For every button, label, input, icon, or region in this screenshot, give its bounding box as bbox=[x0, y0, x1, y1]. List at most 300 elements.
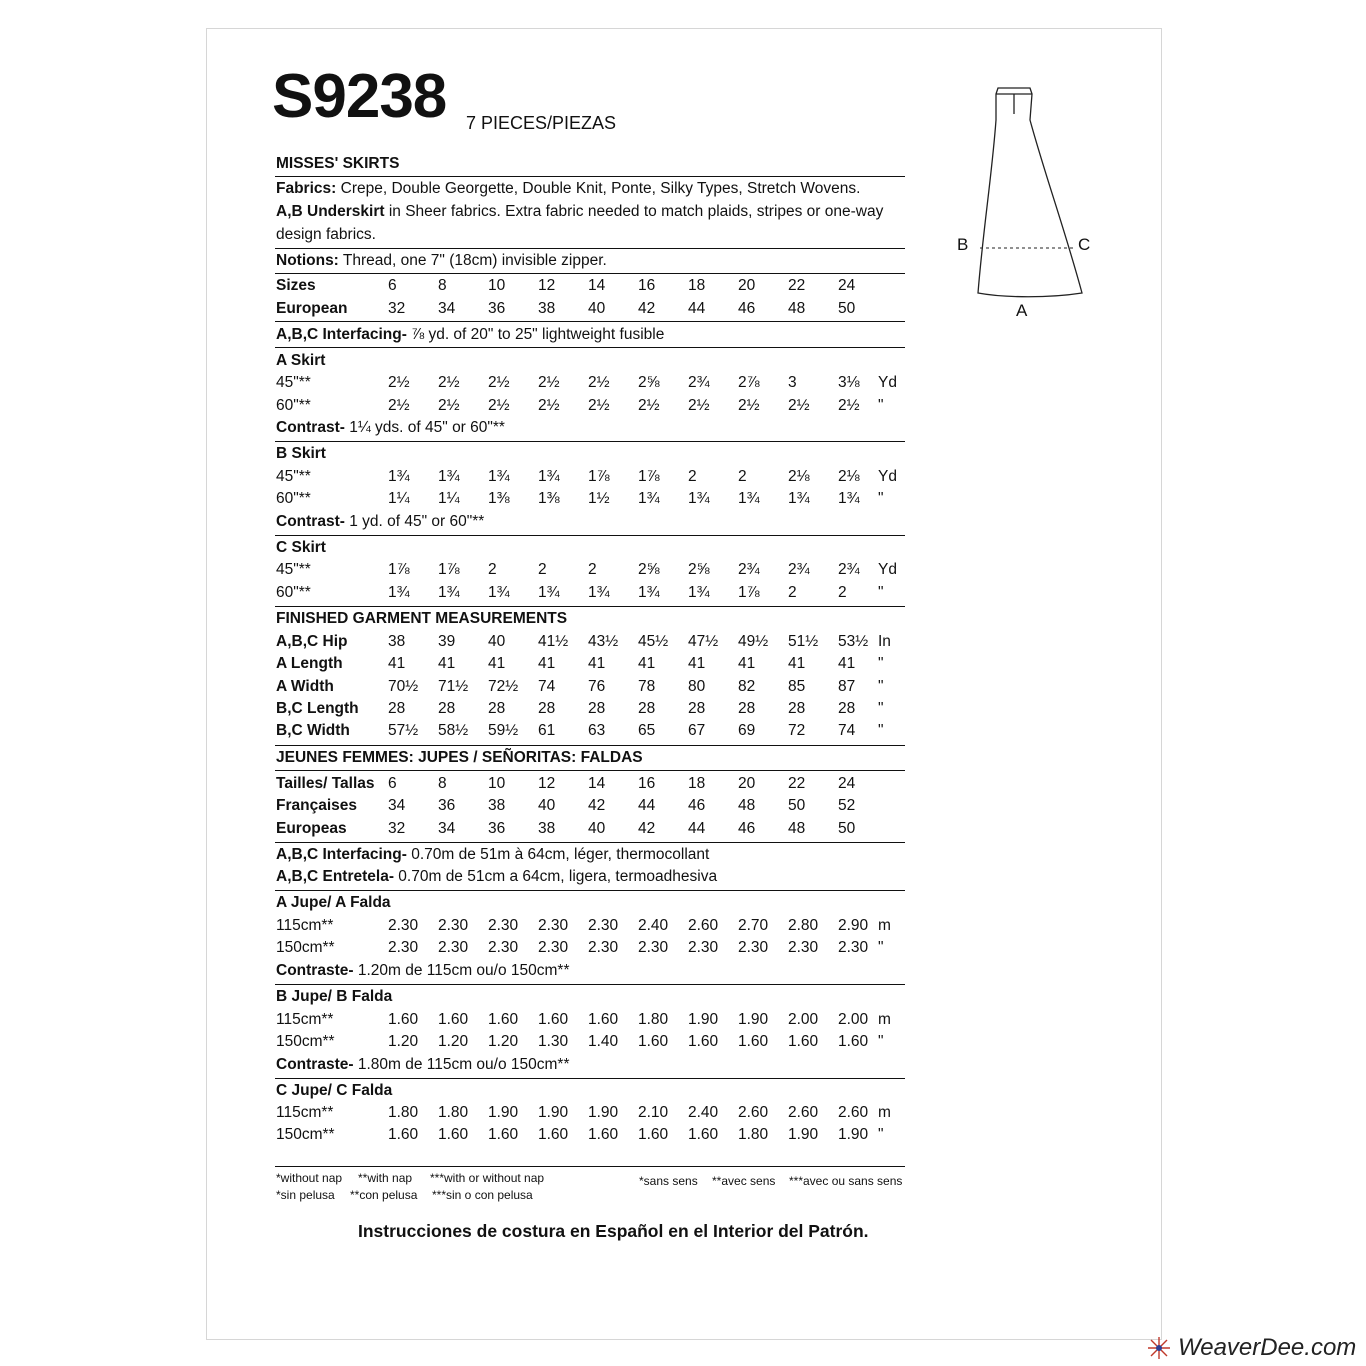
bc-length-row: B,C Length 28 28 28 28 28 28 28 28 28 28 " bbox=[276, 700, 884, 717]
notions-line: Notions: Thread, one 7" (18cm) invisible zipper. bbox=[276, 252, 607, 269]
table-cell: 1.60 bbox=[588, 1011, 619, 1028]
table-cell: 71½ bbox=[438, 678, 469, 695]
table-cell: 2½ bbox=[438, 397, 460, 414]
table-cell: 1¾ bbox=[538, 584, 560, 601]
table-cell: 1⅜ bbox=[538, 490, 560, 507]
table-cell: 36 bbox=[488, 300, 506, 317]
table-cell: 2⅝ bbox=[638, 561, 660, 578]
table-cell: 2.00 bbox=[838, 1011, 869, 1028]
table-cell: 80 bbox=[688, 678, 706, 695]
view-label-a: A bbox=[1016, 301, 1028, 320]
table-cell: 57½ bbox=[388, 722, 419, 739]
table-cell: 1¾ bbox=[538, 468, 560, 485]
table-cell: 28 bbox=[488, 700, 506, 717]
footnote-with-or-without-nap: ***with or without nap bbox=[430, 1171, 545, 1185]
table-cell: 41 bbox=[588, 655, 606, 672]
table-cell: 2¾ bbox=[738, 561, 760, 578]
table-cell: 22 bbox=[788, 775, 806, 792]
table-cell: 28 bbox=[688, 700, 706, 717]
a-skirt-contrast: Contrast- 1¼ yds. of 45" or 60"** bbox=[276, 419, 505, 436]
unit-cell: m bbox=[878, 917, 891, 934]
table-cell: 74 bbox=[538, 678, 556, 695]
table-cell: 52 bbox=[838, 797, 856, 814]
footnote-con-pelusa: **con pelusa bbox=[350, 1188, 418, 1202]
table-cell: 2.30 bbox=[488, 939, 519, 956]
table-cell: 1.90 bbox=[538, 1104, 569, 1121]
a-jupe-150-row: 150cm** 2.30 2.30 2.30 2.30 2.30 2.30 2.30 2.30 2.30 2.30 " bbox=[276, 939, 884, 956]
table-cell: 1.60 bbox=[538, 1126, 569, 1143]
table-cell: 87 bbox=[838, 678, 856, 695]
table-cell: 2 bbox=[588, 561, 597, 578]
table-cell: 38 bbox=[538, 820, 556, 837]
unit-cell: " bbox=[878, 584, 884, 601]
francaises-row: Françaises 34 36 38 40 42 44 46 48 50 52 bbox=[276, 797, 856, 814]
table-cell: 2½ bbox=[588, 374, 610, 391]
table-cell: 2.40 bbox=[638, 917, 669, 934]
finished-measurements-title: FINISHED GARMENT MEASUREMENTS bbox=[276, 610, 568, 627]
table-cell: 41 bbox=[838, 655, 856, 672]
unit-cell: Yd bbox=[878, 374, 897, 391]
table-cell: 2.80 bbox=[788, 917, 819, 934]
table-cell: 1⅞ bbox=[738, 584, 760, 601]
table-cell: 1.80 bbox=[738, 1126, 769, 1143]
table-cell: 1.20 bbox=[488, 1033, 519, 1050]
table-cell: 38 bbox=[388, 633, 406, 650]
table-cell: 1¾ bbox=[688, 584, 710, 601]
table-cell: 1.60 bbox=[488, 1011, 519, 1028]
table-cell: 1.60 bbox=[838, 1033, 869, 1050]
table-cell: 69 bbox=[738, 722, 756, 739]
table-cell: 2¾ bbox=[788, 561, 810, 578]
table-cell: 8 bbox=[438, 775, 447, 792]
table-cell: 50 bbox=[838, 300, 856, 317]
table-cell: 2 bbox=[688, 468, 697, 485]
table-cell: 2.30 bbox=[388, 917, 419, 934]
table-cell: 70½ bbox=[388, 678, 419, 695]
table-cell: 50 bbox=[838, 820, 856, 837]
table-cell: 2½ bbox=[488, 397, 510, 414]
table-cell: 40 bbox=[588, 820, 606, 837]
table-cell: 46 bbox=[738, 820, 756, 837]
table-cell: 43½ bbox=[588, 633, 619, 650]
footnote-without-nap: *without nap bbox=[276, 1171, 343, 1185]
table-cell: 2½ bbox=[588, 397, 610, 414]
table-cell: 2.30 bbox=[588, 917, 619, 934]
footnote-avec-ou-sans-sens: ***avec ou sans sens bbox=[789, 1174, 903, 1188]
unit-cell: " bbox=[878, 490, 884, 507]
footnote-avec-sens: **avec sens bbox=[712, 1174, 776, 1188]
sizes-row: Sizes 6 8 10 12 14 16 18 20 22 24 bbox=[276, 277, 856, 294]
table-cell: 22 bbox=[788, 277, 806, 294]
table-cell: 1.30 bbox=[538, 1033, 569, 1050]
table-cell: 1¾ bbox=[438, 468, 460, 485]
divider bbox=[275, 606, 905, 607]
view-label-c: C bbox=[1078, 235, 1091, 254]
unit-cell: " bbox=[878, 397, 884, 414]
table-cell: 1¾ bbox=[738, 490, 760, 507]
unit-cell: " bbox=[878, 655, 884, 672]
divider bbox=[275, 176, 905, 177]
table-cell: 28 bbox=[788, 700, 806, 717]
table-cell: 1.60 bbox=[738, 1033, 769, 1050]
table-cell: 2½ bbox=[788, 397, 810, 414]
table-cell: 20 bbox=[738, 277, 756, 294]
hip-row: A,B,C Hip 38 39 40 41½ 43½ 45½ 47½ 49½ 51½ 53½ In bbox=[276, 633, 891, 650]
table-cell: 1.60 bbox=[538, 1011, 569, 1028]
table-cell: 72½ bbox=[488, 678, 519, 695]
pattern-code: S9238 bbox=[272, 62, 447, 131]
table-cell: 1.90 bbox=[688, 1011, 719, 1028]
divider bbox=[275, 984, 905, 985]
table-cell: 2½ bbox=[388, 374, 410, 391]
table-cell: 41 bbox=[738, 655, 756, 672]
table-cell: 2.60 bbox=[788, 1104, 819, 1121]
table-cell: 2½ bbox=[838, 397, 860, 414]
b-skirt-contrast: Contrast- 1 yd. of 45" or 60"** bbox=[276, 513, 485, 530]
table-cell: 2⅝ bbox=[638, 374, 660, 391]
table-cell: 28 bbox=[588, 700, 606, 717]
table-cell: 1¾ bbox=[438, 584, 460, 601]
table-cell: 28 bbox=[838, 700, 856, 717]
table-cell: 20 bbox=[738, 775, 756, 792]
unit-cell: Yd bbox=[878, 468, 897, 485]
table-cell: 48 bbox=[788, 820, 806, 837]
table-cell: 46 bbox=[738, 300, 756, 317]
c-skirt-45-row: 45"** 1⅞ 1⅞ 2 2 2 2⅝ 2⅝ 2¾ 2¾ 2¾ Yd bbox=[276, 561, 897, 578]
table-cell: 51½ bbox=[788, 633, 819, 650]
table-cell: 59½ bbox=[488, 722, 519, 739]
table-cell: 28 bbox=[438, 700, 456, 717]
table-cell: 1⅞ bbox=[388, 561, 410, 578]
c-skirt-60-row: 60"** 1¾ 1¾ 1¾ 1¾ 1¾ 1¾ 1¾ 1⅞ 2 2 " bbox=[276, 584, 884, 601]
table-cell: 1.90 bbox=[488, 1104, 519, 1121]
table-cell: 44 bbox=[638, 797, 656, 814]
table-cell: 2.30 bbox=[538, 917, 569, 934]
table-cell: 2¾ bbox=[838, 561, 860, 578]
table-cell: 6 bbox=[388, 775, 397, 792]
a-skirt-45-row: 45"** 2½ 2½ 2½ 2½ 2½ 2⅝ 2¾ 2⅞ 3 3⅛ Yd bbox=[276, 374, 897, 391]
tailles-row: Tailles/ Tallas 6 8 10 12 14 16 18 20 22 24 bbox=[276, 775, 856, 792]
table-cell: 2 bbox=[738, 468, 747, 485]
table-cell: 2.60 bbox=[738, 1104, 769, 1121]
table-cell: 10 bbox=[488, 775, 506, 792]
table-cell: 32 bbox=[388, 300, 406, 317]
divider bbox=[275, 1166, 905, 1167]
table-cell: 1¾ bbox=[488, 584, 510, 601]
table-cell: 65 bbox=[638, 722, 656, 739]
table-cell: 42 bbox=[588, 797, 606, 814]
table-cell: 2.60 bbox=[838, 1104, 869, 1121]
fabrics-line: Fabrics: Crepe, Double Georgette, Double Knit, Ponte, Silky Types, Stretch Wovens. bbox=[276, 180, 861, 197]
unit-cell: " bbox=[878, 1126, 884, 1143]
table-cell: 1⅞ bbox=[588, 468, 610, 485]
table-cell: 2.30 bbox=[638, 939, 669, 956]
table-cell: 41 bbox=[788, 655, 806, 672]
table-cell: 1.80 bbox=[438, 1104, 469, 1121]
table-cell: 2.30 bbox=[538, 939, 569, 956]
table-cell: 74 bbox=[838, 722, 856, 739]
table-cell: 41 bbox=[488, 655, 506, 672]
divider bbox=[275, 535, 905, 536]
table-cell: 2⅛ bbox=[788, 468, 810, 485]
table-cell: 1.90 bbox=[788, 1126, 819, 1143]
unit-cell: m bbox=[878, 1104, 891, 1121]
table-cell: 1.90 bbox=[588, 1104, 619, 1121]
table-cell: 16 bbox=[638, 775, 656, 792]
table-cell: 50 bbox=[788, 797, 806, 814]
table-cell: 1.60 bbox=[688, 1126, 719, 1143]
table-cell: 1.60 bbox=[688, 1033, 719, 1050]
divider bbox=[275, 770, 905, 771]
table-cell: 1.60 bbox=[638, 1126, 669, 1143]
table-cell: 41 bbox=[438, 655, 456, 672]
table-cell: 38 bbox=[538, 300, 556, 317]
unit-cell: " bbox=[878, 678, 884, 695]
view-label-b: B bbox=[957, 235, 969, 254]
table-cell: 3 bbox=[788, 374, 797, 391]
table-cell: 2½ bbox=[488, 374, 510, 391]
european-row: European 32 34 36 38 40 42 44 46 48 50 bbox=[276, 300, 856, 317]
unit-cell: " bbox=[878, 1033, 884, 1050]
table-cell: 40 bbox=[588, 300, 606, 317]
table-cell: 1.40 bbox=[588, 1033, 619, 1050]
table-cell: 12 bbox=[538, 277, 556, 294]
table-cell: 2 bbox=[788, 584, 797, 601]
footnote-sans-sens: *sans sens bbox=[639, 1174, 698, 1188]
c-skirt-title: C Skirt bbox=[276, 539, 326, 556]
table-cell: 2½ bbox=[538, 374, 560, 391]
underskirt-line-2: design fabrics. bbox=[276, 226, 376, 243]
weaverdee-logo-icon bbox=[1144, 1334, 1174, 1362]
table-cell: 53½ bbox=[838, 633, 869, 650]
table-cell: 1.90 bbox=[738, 1011, 769, 1028]
table-cell: 1¾ bbox=[588, 584, 610, 601]
unit-cell: In bbox=[878, 633, 891, 650]
divider bbox=[275, 273, 905, 274]
table-cell: 1.90 bbox=[838, 1126, 869, 1143]
table-cell: 2⅝ bbox=[688, 561, 710, 578]
table-cell: 1¼ bbox=[388, 490, 410, 507]
table-cell: 28 bbox=[638, 700, 656, 717]
table-cell: 1.60 bbox=[788, 1033, 819, 1050]
divider bbox=[275, 745, 905, 746]
table-cell: 2.40 bbox=[688, 1104, 719, 1121]
entretela-line: A,B,C Entretela- 0.70m de 51cm a 64cm, ligera, termoadhesiva bbox=[276, 868, 718, 885]
footnote-with-nap: **with nap bbox=[358, 1171, 413, 1185]
table-cell: 10 bbox=[488, 277, 506, 294]
table-cell: 61 bbox=[538, 722, 556, 739]
table-cell: 34 bbox=[438, 820, 456, 837]
table-cell: 38 bbox=[488, 797, 506, 814]
skirt-illustration bbox=[950, 80, 1100, 320]
interfacing-fr-line: A,B,C Interfacing- 0.70m de 51m à 64cm, léger, thermocollant bbox=[276, 846, 710, 863]
b-skirt-60-row: 60"** 1¼ 1¼ 1⅜ 1⅜ 1½ 1¾ 1¾ 1¾ 1¾ 1¾ " bbox=[276, 490, 884, 507]
table-cell: 41½ bbox=[538, 633, 569, 650]
a-skirt-60-row: 60"** 2½ 2½ 2½ 2½ 2½ 2½ 2½ 2½ 2½ 2½ " bbox=[276, 397, 884, 414]
table-cell: 2.30 bbox=[788, 939, 819, 956]
unit-cell: Yd bbox=[878, 561, 897, 578]
europeas-row: Europeas 32 34 36 38 40 42 44 46 48 50 bbox=[276, 820, 856, 837]
table-cell: 2½ bbox=[738, 397, 760, 414]
table-cell: 2.30 bbox=[438, 917, 469, 934]
table-cell: 42 bbox=[638, 820, 656, 837]
table-cell: 36 bbox=[438, 797, 456, 814]
table-cell: 41 bbox=[688, 655, 706, 672]
table-cell: 1.20 bbox=[438, 1033, 469, 1050]
footnote-sin-pelusa: *sin pelusa bbox=[276, 1188, 335, 1202]
table-cell: 78 bbox=[638, 678, 656, 695]
table-cell: 2.10 bbox=[638, 1104, 669, 1121]
section-title-jeunes-femmes: JEUNES FEMMES: JUPES / SEÑORITAS: FALDAS bbox=[276, 749, 643, 766]
table-cell: 2.30 bbox=[838, 939, 869, 956]
table-cell: 40 bbox=[488, 633, 506, 650]
table-cell: 72 bbox=[788, 722, 806, 739]
table-cell: 46 bbox=[688, 797, 706, 814]
table-cell: 63 bbox=[588, 722, 606, 739]
footnote-sin-o-con-pelusa: ***sin o con pelusa bbox=[432, 1188, 533, 1202]
underskirt-line: A,B Underskirt in Sheer fabrics. Extra fabric needed to match plaids, stripes or one-way bbox=[276, 203, 884, 220]
section-title-misses-skirts: MISSES' SKIRTS bbox=[276, 155, 400, 172]
a-jupe-115-row: 115cm** 2.30 2.30 2.30 2.30 2.30 2.40 2.60 2.70 2.80 2.90 m bbox=[276, 917, 891, 934]
unit-cell: " bbox=[878, 939, 884, 956]
c-jupe-title: C Jupe/ C Falda bbox=[276, 1082, 393, 1099]
divider bbox=[275, 347, 905, 348]
table-cell: 44 bbox=[688, 300, 706, 317]
table-cell: 12 bbox=[538, 775, 556, 792]
table-cell: 1.60 bbox=[438, 1011, 469, 1028]
b-jupe-contrast: Contraste- 1.80m de 115cm ou/o 150cm** bbox=[276, 1056, 570, 1073]
table-cell: 3⅛ bbox=[838, 374, 860, 391]
table-cell: 2 bbox=[838, 584, 847, 601]
table-cell: 24 bbox=[838, 277, 856, 294]
table-cell: 32 bbox=[388, 820, 406, 837]
table-cell: 2.30 bbox=[688, 939, 719, 956]
table-cell: 34 bbox=[388, 797, 406, 814]
a-skirt-title: A Skirt bbox=[276, 352, 326, 369]
table-cell: 28 bbox=[738, 700, 756, 717]
c-jupe-115-row: 115cm** 1.80 1.80 1.90 1.90 1.90 2.10 2.40 2.60 2.60 2.60 m bbox=[276, 1104, 891, 1121]
table-cell: 1.60 bbox=[388, 1126, 419, 1143]
a-jupe-title: A Jupe/ A Falda bbox=[276, 894, 391, 911]
table-cell: 42 bbox=[638, 300, 656, 317]
table-cell: 82 bbox=[738, 678, 756, 695]
table-cell: 2.30 bbox=[488, 917, 519, 934]
table-cell: 58½ bbox=[438, 722, 469, 739]
table-cell: 2.30 bbox=[388, 939, 419, 956]
b-jupe-title: B Jupe/ B Falda bbox=[276, 988, 393, 1005]
table-cell: 41 bbox=[538, 655, 556, 672]
table-cell: 2½ bbox=[538, 397, 560, 414]
table-cell: 45½ bbox=[638, 633, 669, 650]
table-cell: 1⅜ bbox=[488, 490, 510, 507]
table-cell: 76 bbox=[588, 678, 606, 695]
table-cell: 1.60 bbox=[638, 1033, 669, 1050]
table-cell: 6 bbox=[388, 277, 397, 294]
table-cell: 1.60 bbox=[388, 1011, 419, 1028]
unit-cell: m bbox=[878, 1011, 891, 1028]
table-cell: 2⅛ bbox=[838, 468, 860, 485]
table-cell: 1.80 bbox=[638, 1011, 669, 1028]
table-cell: 1⅞ bbox=[638, 468, 660, 485]
table-cell: 1¾ bbox=[788, 490, 810, 507]
table-cell: 1¾ bbox=[488, 468, 510, 485]
table-cell: 2 bbox=[488, 561, 497, 578]
b-jupe-115-row: 115cm** 1.60 1.60 1.60 1.60 1.60 1.80 1.90 1.90 2.00 2.00 m bbox=[276, 1011, 891, 1028]
table-cell: 44 bbox=[688, 820, 706, 837]
table-cell: 1¾ bbox=[638, 584, 660, 601]
divider bbox=[275, 248, 905, 249]
divider bbox=[275, 890, 905, 891]
pieces-count: 7 PIECES/PIEZAS bbox=[466, 113, 617, 133]
table-cell: 67 bbox=[688, 722, 706, 739]
table-cell: 40 bbox=[538, 797, 556, 814]
table-cell: 1½ bbox=[588, 490, 610, 507]
table-cell: 1¾ bbox=[388, 584, 410, 601]
table-cell: 2.70 bbox=[738, 917, 769, 934]
table-cell: 1¾ bbox=[838, 490, 860, 507]
table-cell: 1¾ bbox=[388, 468, 410, 485]
divider bbox=[275, 321, 905, 322]
table-cell: 41 bbox=[638, 655, 656, 672]
table-cell: 2½ bbox=[388, 397, 410, 414]
table-cell: 48 bbox=[738, 797, 756, 814]
table-cell: 49½ bbox=[738, 633, 769, 650]
table-cell: 2¾ bbox=[688, 374, 710, 391]
table-cell: 47½ bbox=[688, 633, 719, 650]
table-cell: 1.60 bbox=[588, 1126, 619, 1143]
divider bbox=[275, 842, 905, 843]
interfacing-line: A,B,C Interfacing- ⅞ yd. of 20" to 25" lightweight fusible bbox=[276, 326, 665, 343]
table-cell: 2½ bbox=[438, 374, 460, 391]
table-cell: 16 bbox=[638, 277, 656, 294]
unit-cell: " bbox=[878, 722, 884, 739]
table-cell: 1¾ bbox=[638, 490, 660, 507]
b-skirt-45-row: 45"** 1¾ 1¾ 1¾ 1¾ 1⅞ 1⅞ 2 2 2⅛ 2⅛ Yd bbox=[276, 468, 897, 485]
unit-cell: " bbox=[878, 700, 884, 717]
table-cell: 24 bbox=[838, 775, 856, 792]
table-cell: 2.30 bbox=[438, 939, 469, 956]
table-cell: 14 bbox=[588, 277, 606, 294]
table-cell: 2.60 bbox=[688, 917, 719, 934]
table-cell: 1.60 bbox=[438, 1126, 469, 1143]
table-cell: 2½ bbox=[688, 397, 710, 414]
c-jupe-150-row: 150cm** 1.60 1.60 1.60 1.60 1.60 1.60 1.60 1.80 1.90 1.90 " bbox=[276, 1126, 884, 1143]
table-cell: 18 bbox=[688, 277, 706, 294]
table-cell: 1¾ bbox=[688, 490, 710, 507]
table-cell: 1¼ bbox=[438, 490, 460, 507]
table-cell: 1.60 bbox=[488, 1126, 519, 1143]
table-cell: 14 bbox=[588, 775, 606, 792]
table-cell: 2.00 bbox=[788, 1011, 819, 1028]
table-cell: 2⅞ bbox=[738, 374, 760, 391]
table-cell: 2.30 bbox=[588, 939, 619, 956]
table-cell: 41 bbox=[388, 655, 406, 672]
b-jupe-150-row: 150cm** 1.20 1.20 1.20 1.30 1.40 1.60 1.60 1.60 1.60 1.60 " bbox=[276, 1033, 884, 1050]
table-cell: 85 bbox=[788, 678, 806, 695]
weaverdee-brand: WeaverDee.com bbox=[1178, 1334, 1357, 1361]
a-width-row: A Width 70½ 71½ 72½ 74 76 78 80 82 85 87 " bbox=[276, 678, 884, 695]
table-cell: 1.20 bbox=[388, 1033, 419, 1050]
b-skirt-title: B Skirt bbox=[276, 445, 326, 462]
table-cell: 1⅞ bbox=[438, 561, 460, 578]
table-cell: 36 bbox=[488, 820, 506, 837]
table-cell: 28 bbox=[538, 700, 556, 717]
table-cell: 28 bbox=[388, 700, 406, 717]
divider bbox=[275, 441, 905, 442]
table-cell: 1.80 bbox=[388, 1104, 419, 1121]
divider bbox=[275, 1078, 905, 1079]
a-length-row: A Length 41 41 41 41 41 41 41 41 41 41 " bbox=[276, 655, 884, 672]
